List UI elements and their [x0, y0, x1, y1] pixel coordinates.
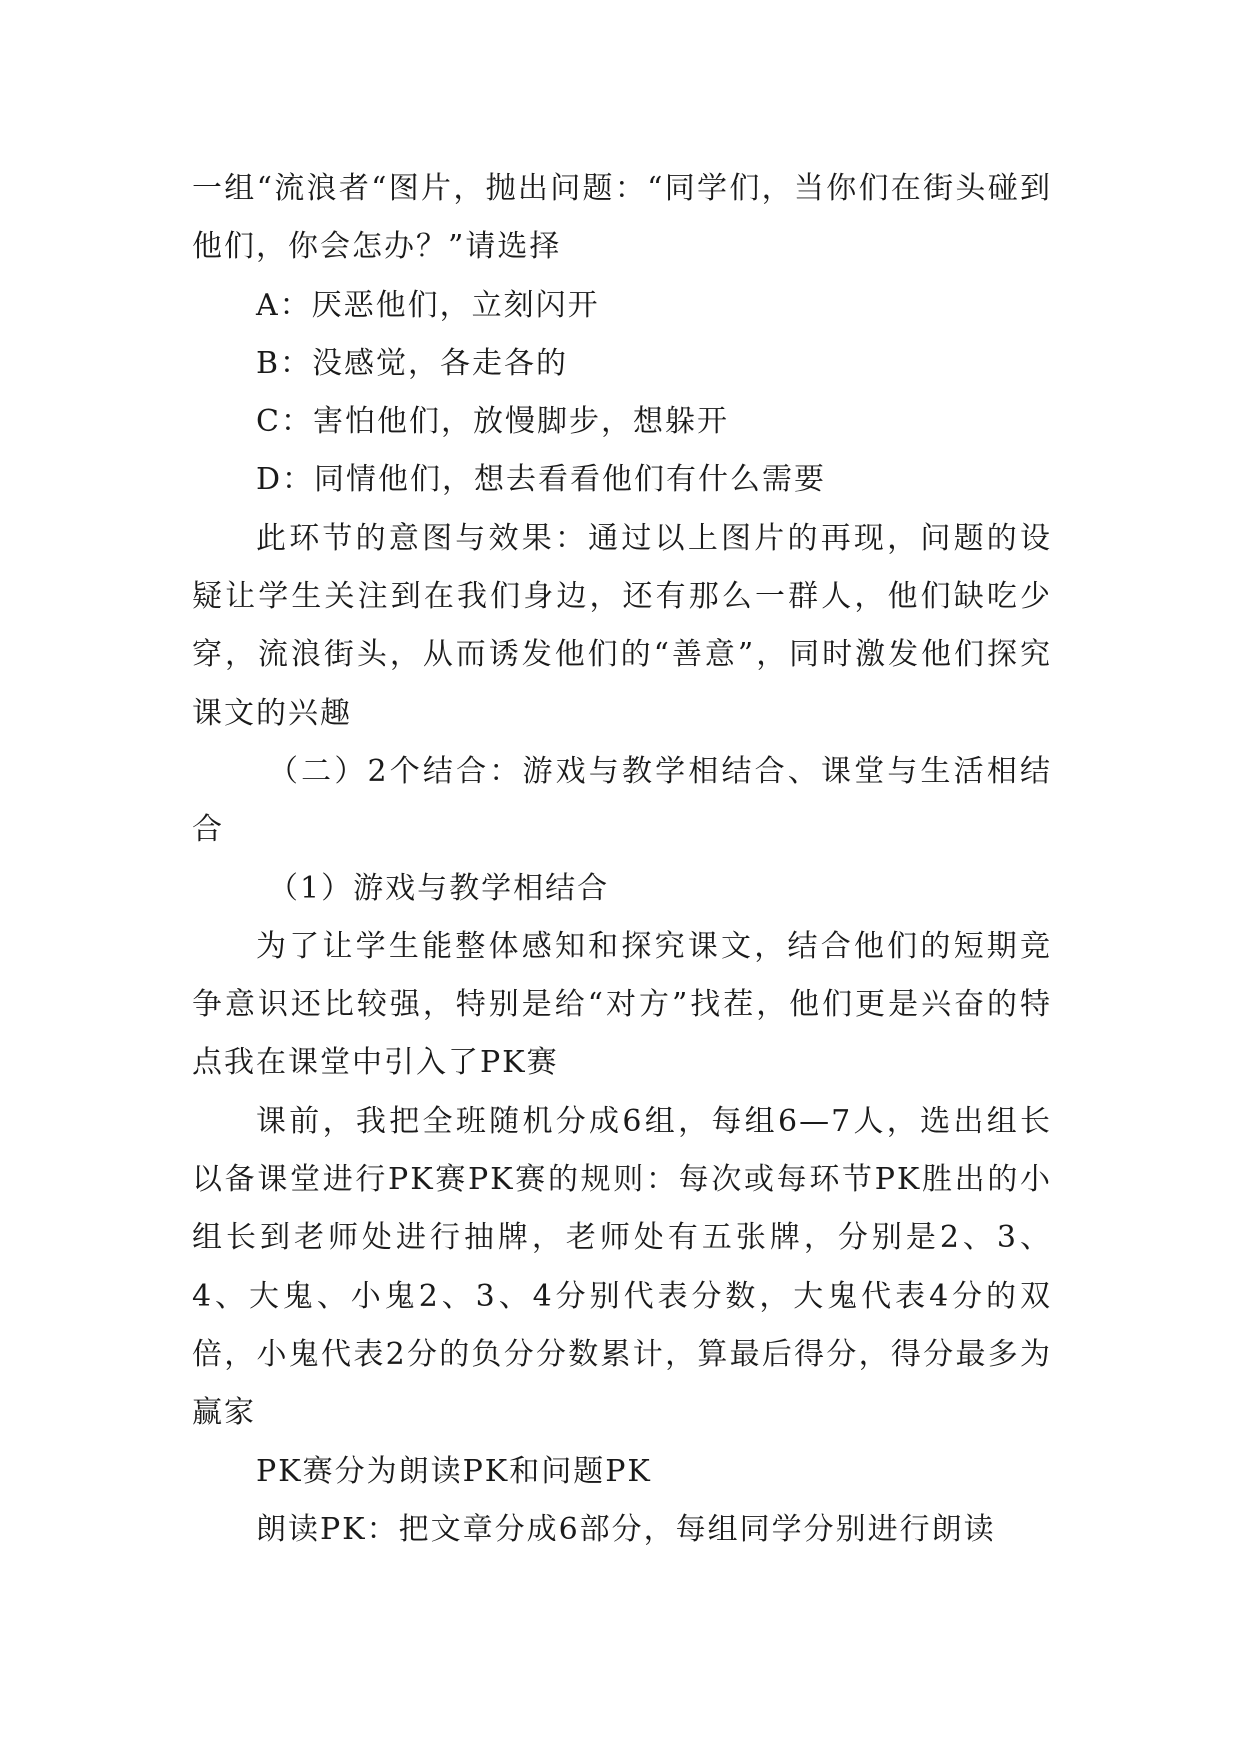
paragraph-pk-intro: 为了让学生能整体感知和探究课文，结合他们的短期竞争意识还比较强，特别是给“对方”找茬，他们更是兴奋的特点我在课堂中引入了PK赛: [192, 928, 1052, 1081]
subsection-heading-game-teaching: （1）游戏与教学相结合: [268, 870, 610, 906]
option-c: C：害怕他们，放慢脚步，想躲开: [256, 404, 729, 440]
paragraph-pk-rules: 课前，我把全班随机分成6组，每组6—7人，选出组长以备课堂进行PK赛PK赛的规则：每次或每环节PK胜出的小组长到老师处进行抽牌，老师处有五张牌，分别是2、3、4、大鬼、小鬼2、3、4分别代表分数，大鬼代表4分的双倍，小鬼代表2分的负分分数累计，算最后得分，得分最多为赢家: [192, 1103, 1052, 1431]
option-d: D：同情他们，想去看看他们有什么需要: [256, 462, 827, 498]
option-a: A：厌恶他们，立刻闪开: [256, 287, 600, 323]
paragraph-intent-effect: 此环节的意图与效果：通过以上图片的再现，问题的设疑让学生关注到在我们身边，还有那么一群人，他们缺吃少穿，流浪街头，从而诱发他们的“善意”，同时激发他们探究课文的兴趣: [192, 520, 1052, 731]
option-b: B：没感觉，各走各的: [256, 345, 569, 381]
paragraph-reading-pk: 朗读PK：把文章分成6部分，每组同学分别进行朗读: [256, 1511, 996, 1547]
paragraph-pk-types: PK赛分为朗读PK和问题PK: [256, 1453, 652, 1489]
document-page: [192, 160, 1052, 1559]
section-heading-two-combinations: （二）2个结合：游戏与教学相结合、课堂与生活相结合: [192, 753, 1052, 848]
paragraph-intro-question: 一组“流浪者“图片，抛出问题：“同学们，当你们在街头碰到他们，你会怎办？”请选择: [192, 171, 1052, 265]
